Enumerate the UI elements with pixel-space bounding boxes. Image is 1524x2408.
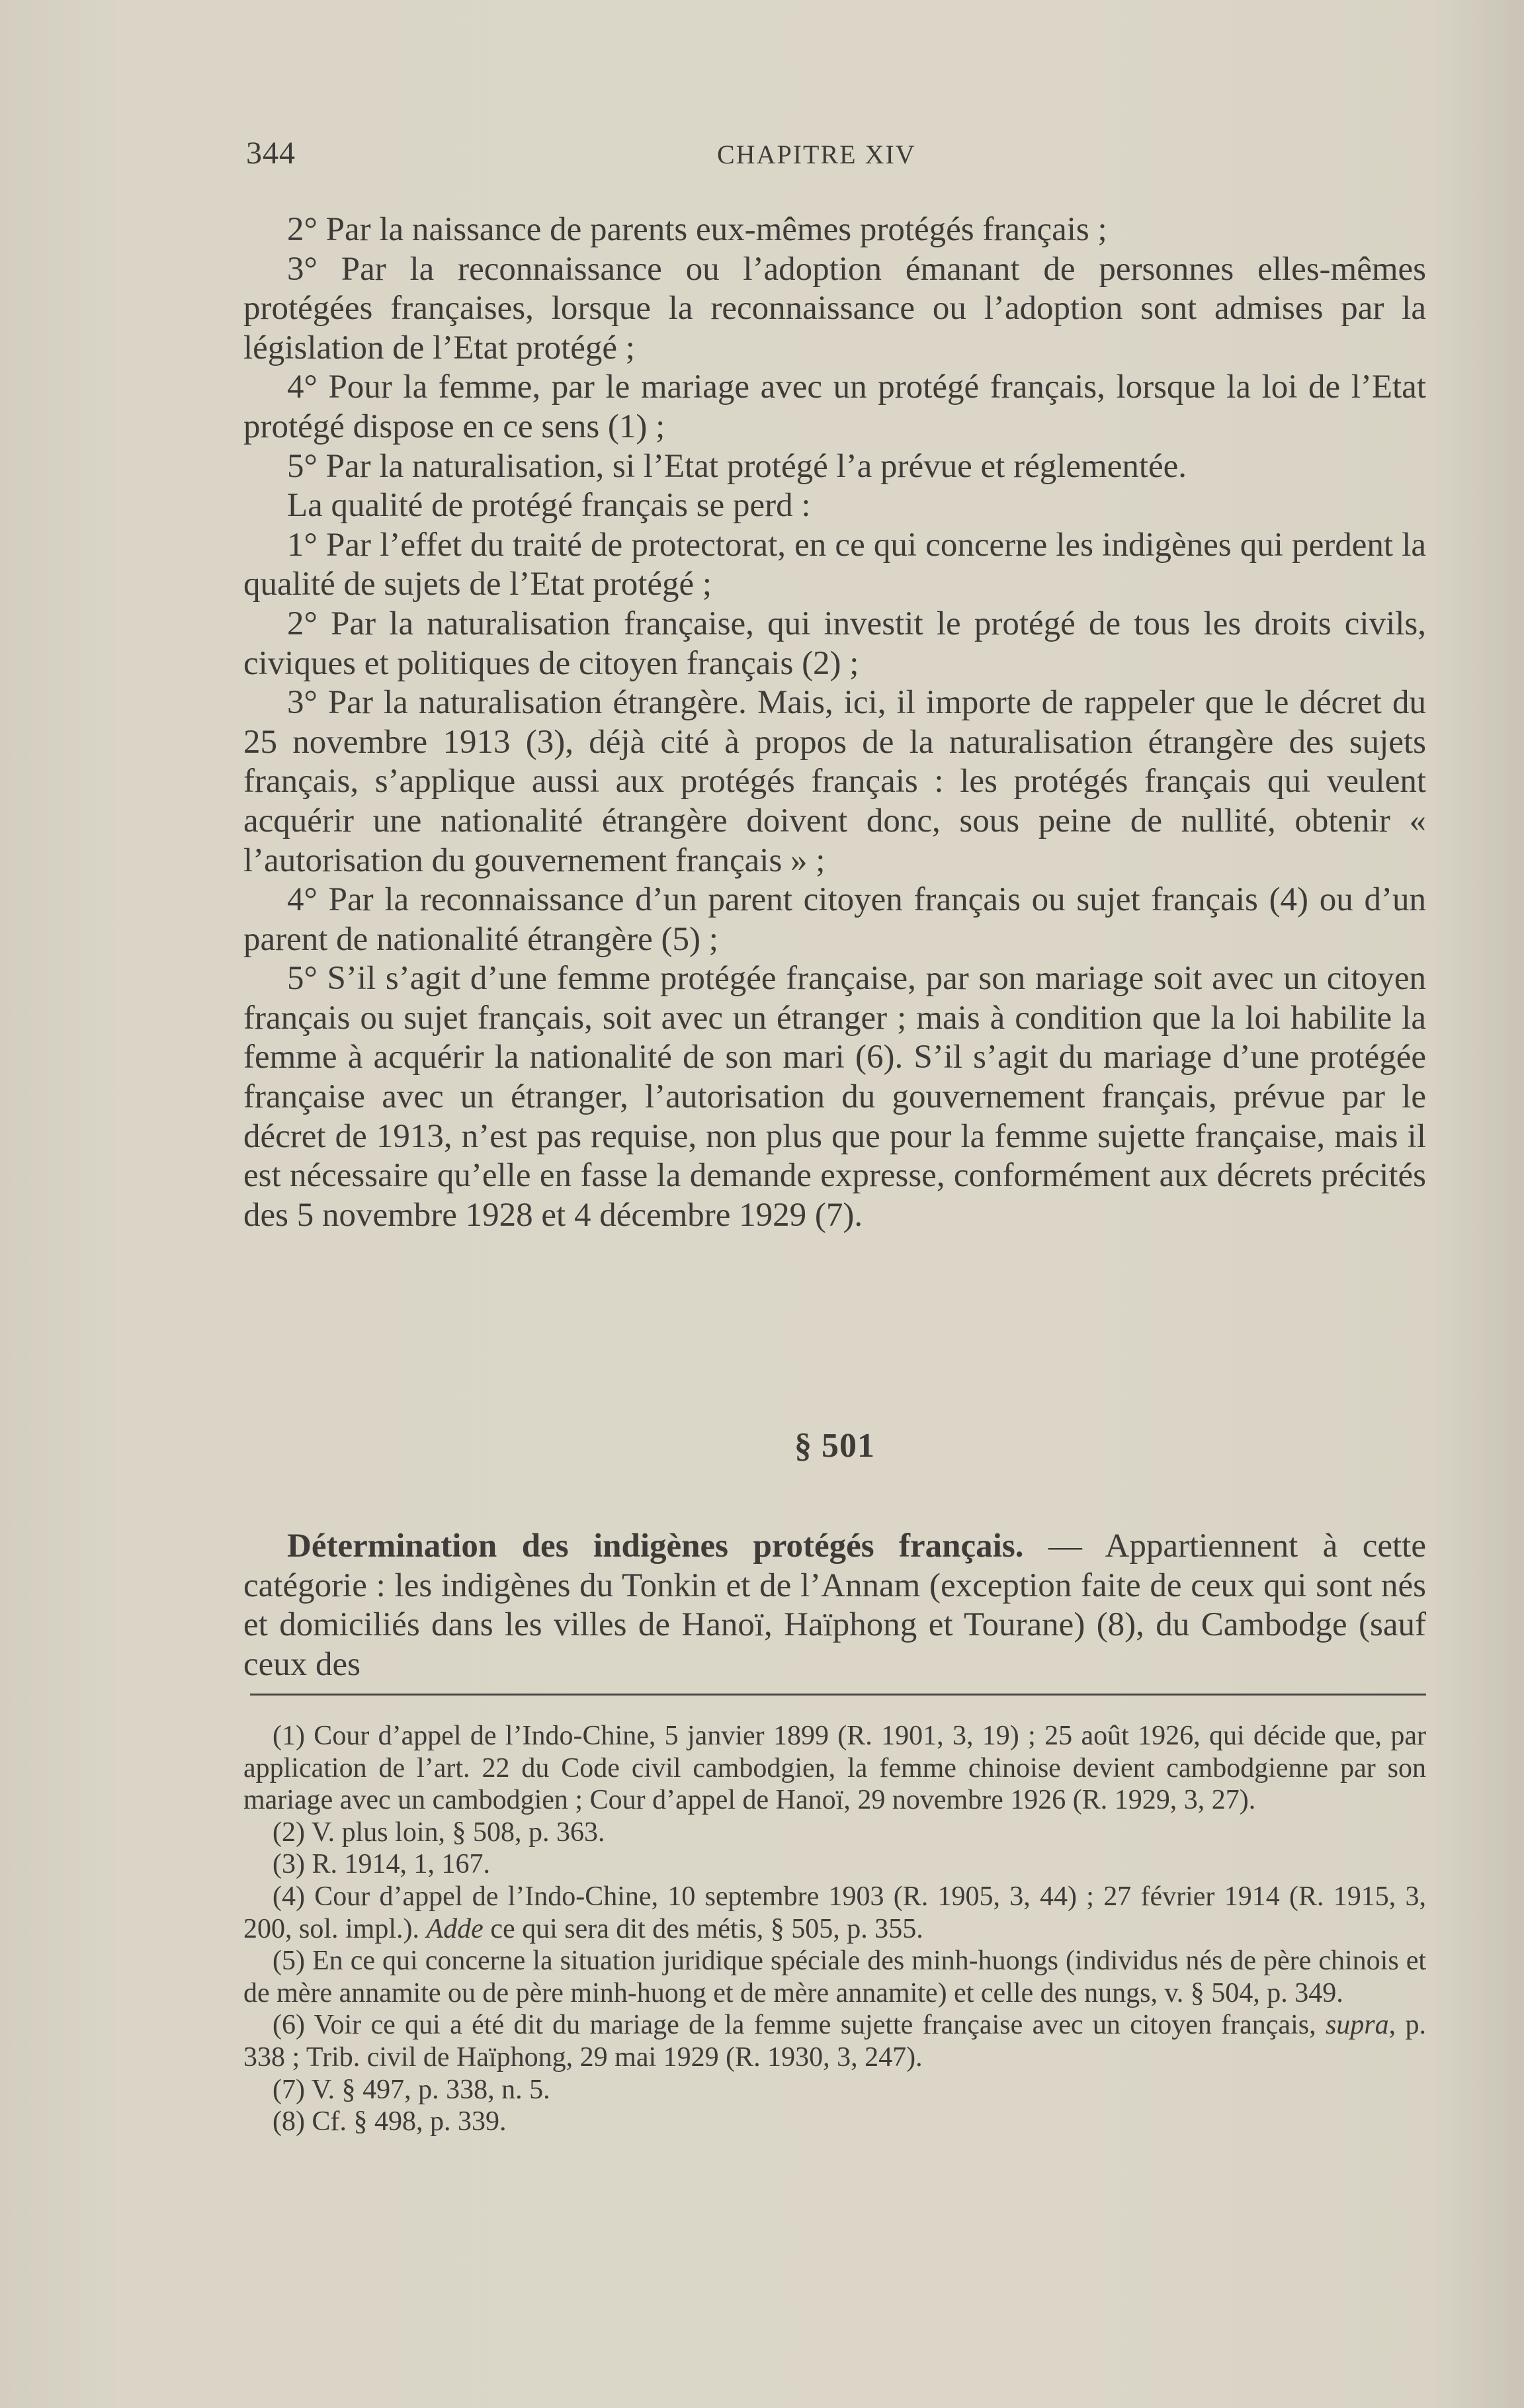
main-text <box>243 210 1426 1235</box>
paragraph: 4° Par la reconnaissance d’un parent citoyen français ou sujet français (4) ou d’un parent de nationalité étrangère (5) ; <box>243 881 1426 958</box>
section-text: — Appartiennent à cette catégorie : les indigènes du Tonkin et de l’Annam (exception faite de ceux qui sont nés et domiciliés dans les villes de Hanoï, Haïphong et Tourane) (8), du Cambodge (sauf ceux des <box>243 1527 1426 1683</box>
section-number: § 501 <box>794 1427 875 1465</box>
footnote-text: (4) Cour d’appel de l’Indo-Chine, 10 septembre 1903 (R. 1905, 3, 44) ; 27 février 1914 (R. 1915, 3, 200, sol. impl.). <box>243 1881 1426 1944</box>
paragraph: 3° Par la reconnaissance ou l’adoption émanant de personnes elles-mêmes protégées françaises, lorsque la reconnaissance ou l’adoption sont admises par la législation de l’Etat protégé ; <box>243 250 1426 366</box>
paragraph: 4° Pour la femme, par le mariage avec un protégé français, lorsque la loi de l’Etat protégé dispose en ce sens (1) ; <box>243 368 1426 445</box>
paragraph: 1° Par l’effet du traité de protectorat, en ce qui concerne les indigènes qui perdent la qualité de sujets de l’Etat protégé ; <box>243 526 1426 603</box>
page-number: 344 <box>246 136 296 171</box>
paragraph: La qualité de protégé français se perd : <box>287 487 811 525</box>
footnote <box>243 1881 1426 1945</box>
footnote-divider <box>250 1694 1426 1696</box>
footnote: (1) Cour d’appel de l’Indo-Chine, 5 janvier 1899 (R. 1901, 3, 19) ; 25 août 1926, qui décide que, par application de l’art. 22 du Code civil cambodgien, la femme chinoise devient cambodgienne par son mariage avec un cambodgien ; Cour d’appel de Hanoï, 29 novembre 1926 (R. 1929, 3, 27). <box>243 1721 1426 1816</box>
footnote-text: (6) Voir ce qui a été dit du mariage de la femme sujette française avec un citoyen français, <box>273 2010 1326 2041</box>
footnote: (2) V. plus loin, § 508, p. 363. <box>273 1817 605 1848</box>
footnote-text: , p. 338 ; Trib. civil de Haïphong, 29 mai 1929 (R. 1930, 3, 247). <box>243 2010 1427 2073</box>
footnote-text: ce qui sera dit des métis, § 505, p. 355. <box>483 1913 923 1944</box>
footnotes <box>243 1720 1426 2138</box>
footnote: (5) En ce qui concerne la situation juridique spéciale des minh-huongs (individus nés de père chinois et de mère annamite ou de père minh-huong et de mère annamite) et celle des nungs, v. § 504, p. 349. <box>243 1946 1426 2008</box>
paragraph: 5° S’il s’agit d’une femme protégée française, par son mariage soit avec un citoyen français ou sujet français, soit avec un étranger ; mais à condition que la loi habilite la femme à acquérir la nationalité de son mari (6). S’il s’agit du mariage d’une protégée française avec un étranger, l’autorisation du gouvernement français, prévue par le décret de 1913, n’est pas requise, non plus que pour la femme sujette française, mais il est nécessaire qu’elle en fasse la demande expresse, conformément aux décrets précités des 5 novembre 1928 et 4 décembre 1929 (7). <box>243 960 1426 1234</box>
page-header <box>246 135 1423 181</box>
footnote: (7) V. § 497, p. 338, n. 5. <box>273 2074 550 2105</box>
footnote: (3) R. 1914, 1, 167. <box>273 1849 490 1880</box>
paragraph: 3° Par la naturalisation étrangère. Mais, ici, il importe de rappeler que le décret du 25 novembre 1913 (3), déjà cité à propos de la naturalisation étrangère des sujets français, s’applique aussi aux protégés français : les protégés français qui veulent acquérir une nationalité étrangère doivent donc, sous peine de nullité, obtenir « l’autorisation du gouvernement français » ; <box>243 684 1426 879</box>
footnote-italic: supra <box>1325 2010 1389 2041</box>
section-paragraph <box>243 1527 1426 1684</box>
paragraph: 2° Par la naturalisation française, qui investit le protégé de tous les droits civils, civiques et politiques de citoyen français (2) ; <box>243 605 1426 682</box>
paragraph: 5° Par la naturalisation, si l’Etat protégé l’a prévue et réglementée. <box>287 447 1187 485</box>
footnote-italic: Adde <box>426 1913 484 1944</box>
section-title: Détermination des indigènes protégés français. <box>287 1527 1024 1565</box>
footnote <box>243 2009 1426 2073</box>
running-head: CHAPITRE XIV <box>717 140 916 169</box>
footnote: (8) Cf. § 498, p. 339. <box>273 2106 507 2137</box>
paragraph: 2° Par la naissance de parents eux-mêmes protégés français ; <box>287 211 1107 248</box>
